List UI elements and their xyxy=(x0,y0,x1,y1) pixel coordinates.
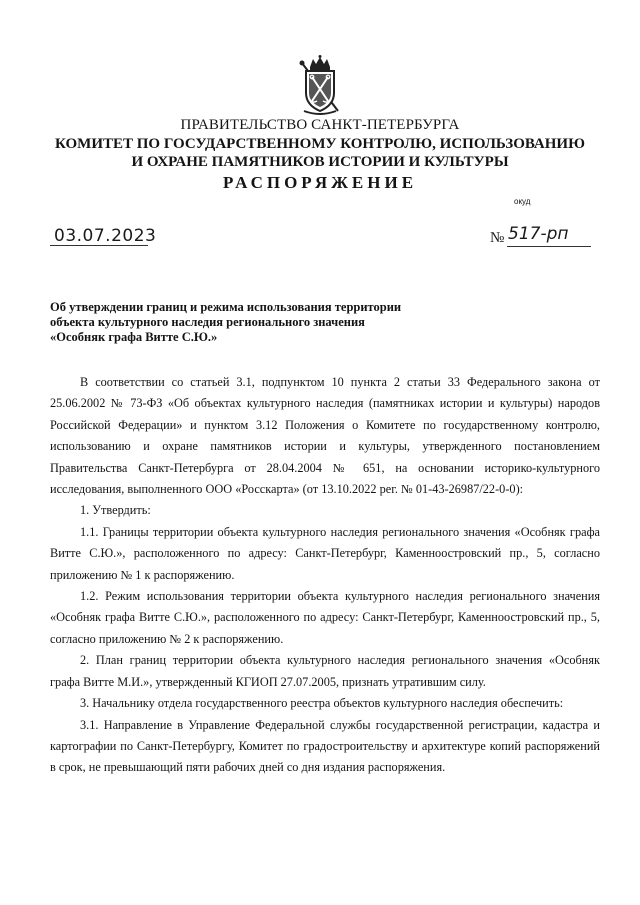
clause-3: 3. Начальнику отдела государственного реестра объектов культурного наследия обеспечить: xyxy=(80,696,564,711)
date-underline xyxy=(50,245,148,246)
clause-3-1: 3.1. Направление в Управление Федеральной службы государственной регистрации, кадастра и картографии по Санкт-Петербургу, Комитет по градостроительству и архитектуре копий распоряжений в срок, не превышающий пяти рабочих дней со дня издания распоряжения. xyxy=(50,717,600,775)
government-name: ПРАВИТЕЛЬСТВО САНКТ-ПЕТЕРБУРГА xyxy=(180,117,460,133)
subject-line: Об утверждении границ и режима использования территории xyxy=(50,300,402,314)
number-sign: № xyxy=(490,230,505,246)
document-date: 03.07.2023 xyxy=(54,226,157,246)
clause-1-2: 1.2. Режим использования территории объекта культурного наследия регионального значения «Особняк графа Витте С.Ю.», расположенного по адресу: Санкт-Петербург, Каменноостровский пр., 5, согласно приложению № 2 к распоряжению. xyxy=(50,589,600,646)
document-type-title: РАСПОРЯЖЕНИЕ xyxy=(222,173,418,192)
preamble-paragraph: В соответствии со статьей 3.1, подпунктом 10 пункта 2 статьи 33 Федерального закона от 25.06.2002 № 73-ФЗ «Об объектах культурного наследия (памятниках истории и культуры) народов Российской Федерации» и пунктом 3.12 Положения о Комитете по государственному контролю, использованию и охране памятников истории и культуры, утвержденного постановлением Правительства Санкт-Петербурга от 28.04.2004 № 651, на основании историко-культурного исследования, выполненного ООО «Росскарта» (от 13.10.2022 рег. № 01-43-26987/22-0-0): xyxy=(50,375,600,497)
clause-1-1: 1.1. Границы территории объекта культурного наследия регионального значения «Особняк графа Витте С.Ю.», расположенного по адресу: Санкт-Петербург, Каменноостровский пр., 5, согласно приложению № 1 к распоряжению. xyxy=(50,524,600,582)
document-subject xyxy=(50,300,401,345)
number-underline xyxy=(507,246,591,247)
committee-name-line2: И ОХРАНЕ ПАМЯТНИКОВ ИСТОРИИ И КУЛЬТУРЫ xyxy=(131,154,509,170)
document-number: 517-рп xyxy=(508,224,569,244)
subject-line: «Особняк графа Витте С.Ю.» xyxy=(50,330,218,344)
subject-line: объекта культурного наследия регионального значения xyxy=(50,315,365,329)
committee-name-line1: КОМИТЕТ ПО ГОСУДАРСТВЕННОМУ КОНТРОЛЮ, ИСПОЛЬЗОВАНИЮ xyxy=(55,136,585,152)
coat-of-arms-icon xyxy=(296,55,344,117)
okud-label: окуд xyxy=(514,197,531,206)
document-body xyxy=(50,372,600,779)
clause-1: 1. Утвердить: xyxy=(80,503,151,518)
clause-2: 2. План границ территории объекта культурного наследия регионального значения «Особняк графа Витте М.И.», утвержденный КГИОП 27.07.2005, признать утратившим силу. xyxy=(50,653,600,689)
